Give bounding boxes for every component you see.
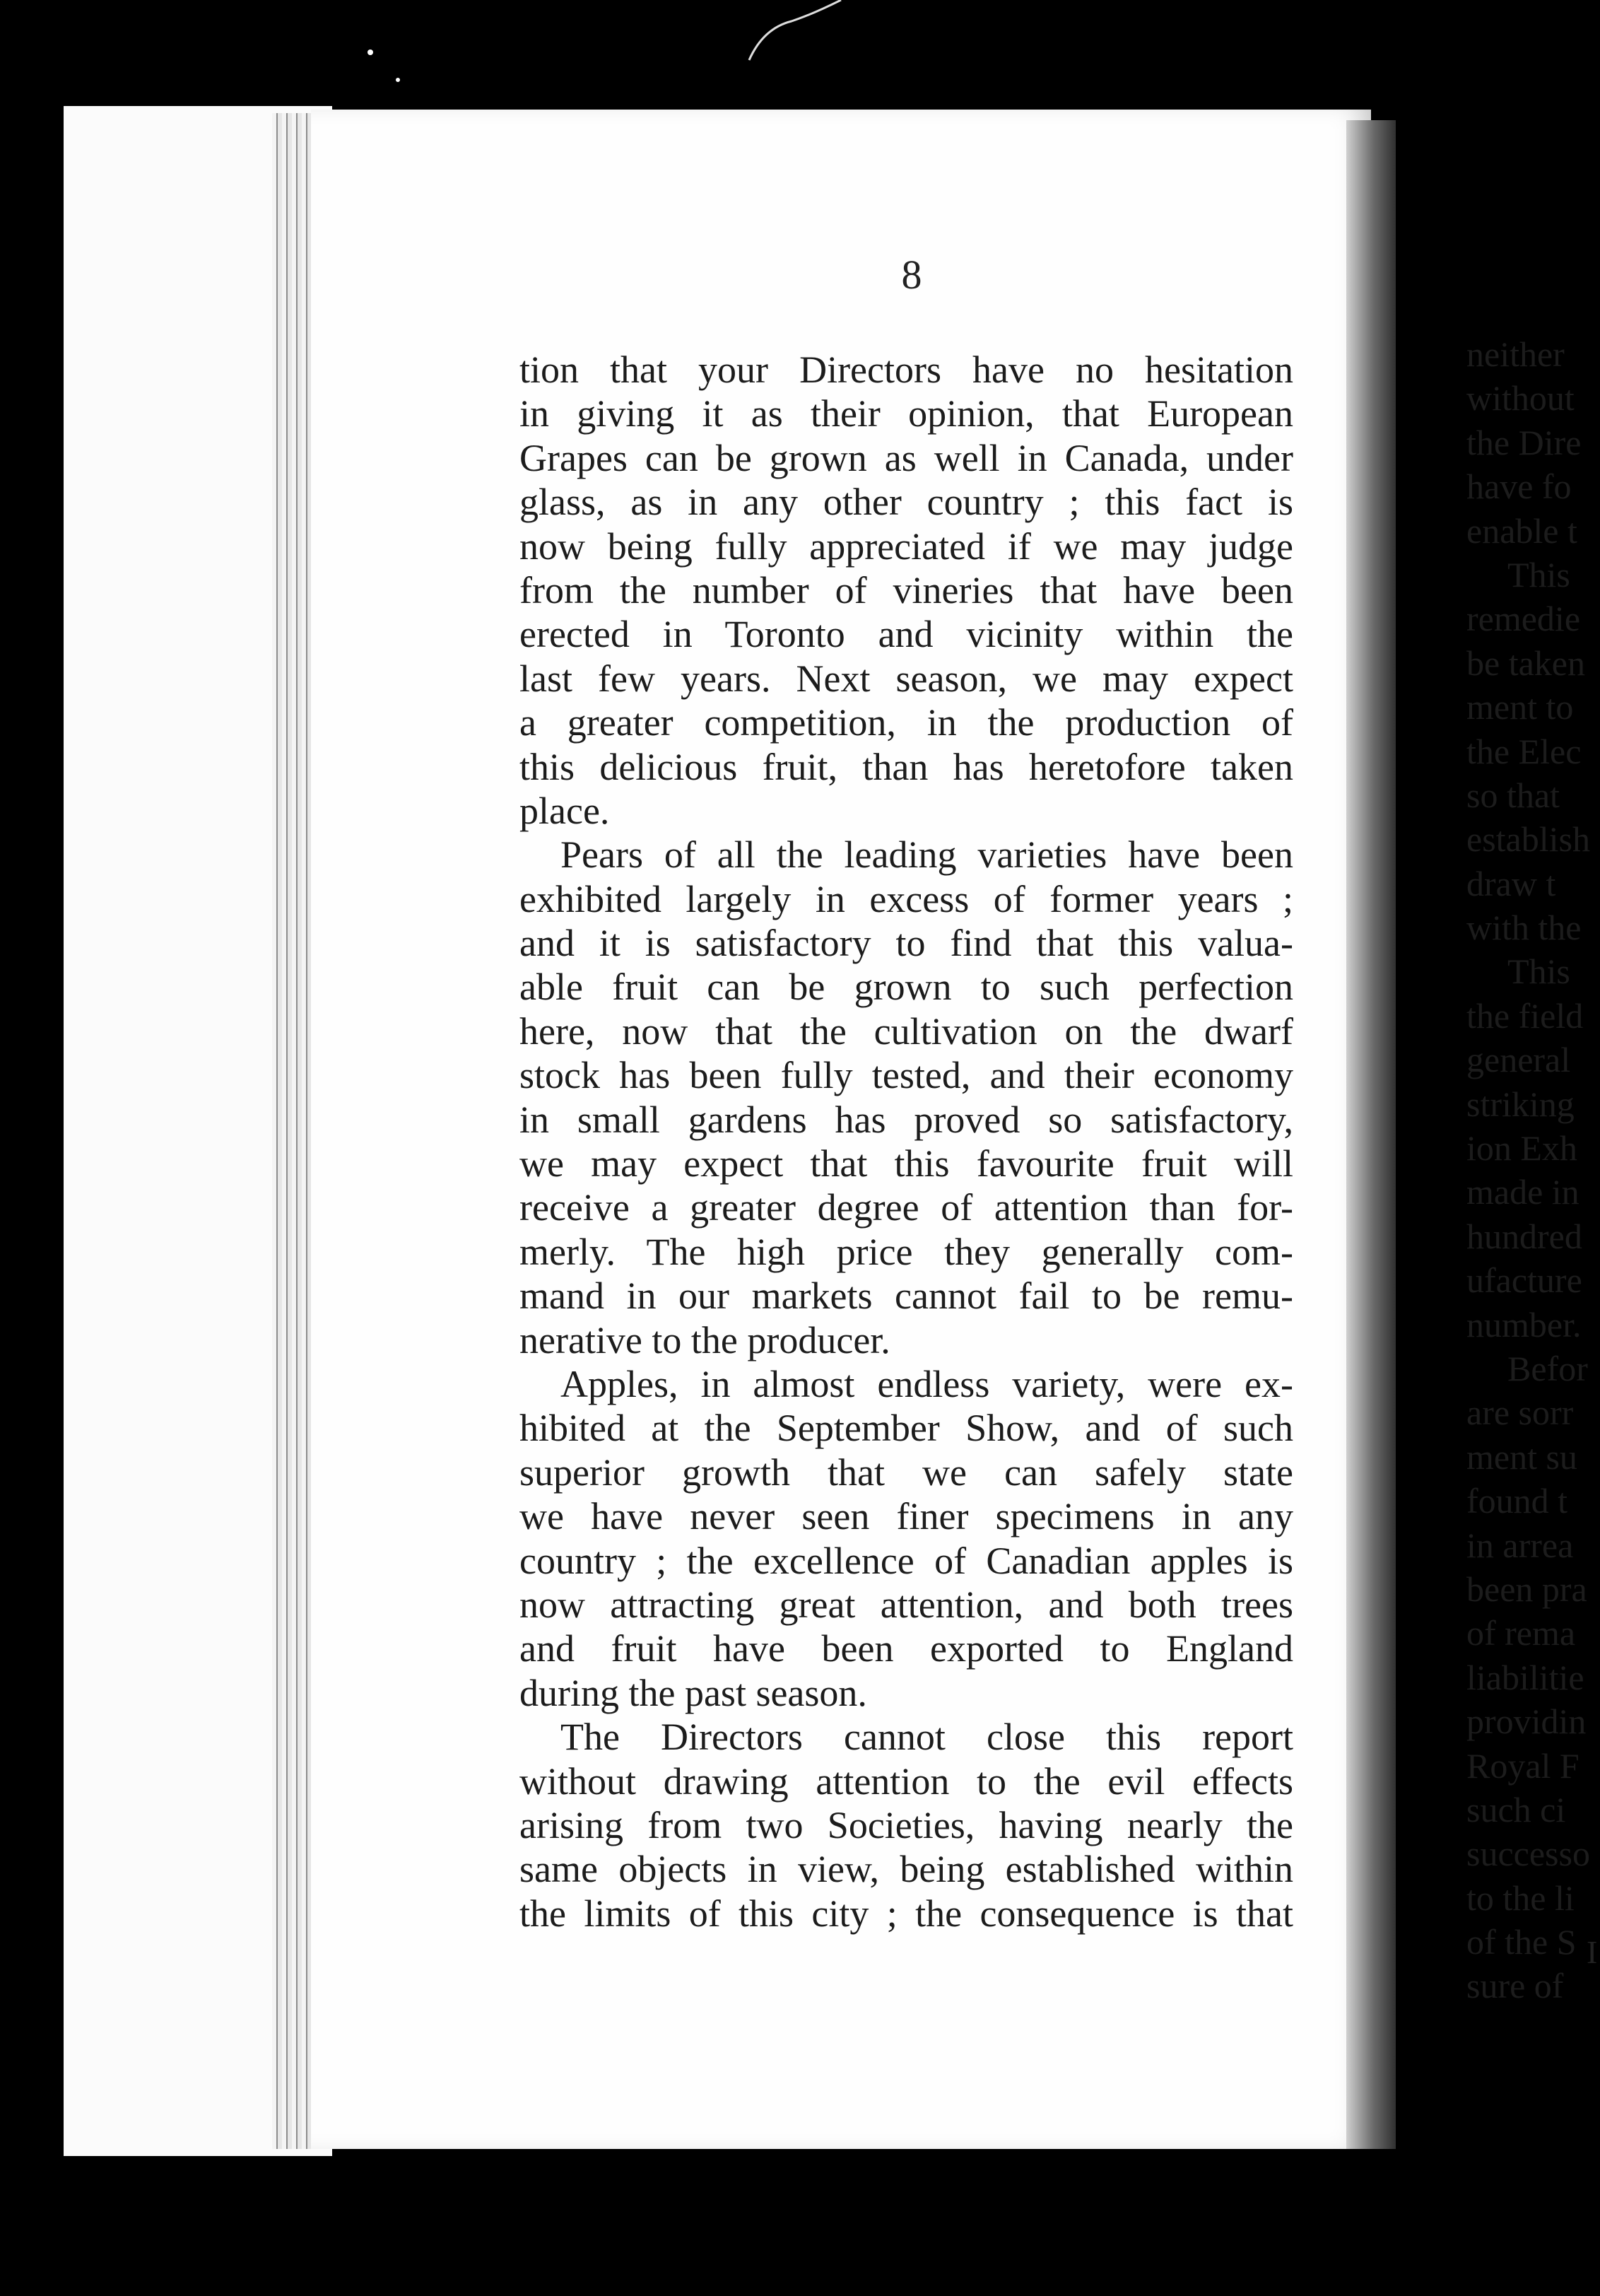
main-text <box>519 348 1293 1935</box>
text-line: receive a greater degree of attention than for- <box>519 1186 1293 1229</box>
text-line: enable t <box>1466 510 1577 551</box>
text-line: without drawing attention to the evil effects <box>519 1759 1293 1803</box>
text-line: ment to <box>1466 687 1574 727</box>
text-line: ufacture <box>1466 1260 1582 1301</box>
text-line: this delicious fruit, than has heretofore taken <box>519 745 1293 788</box>
text-line: the field <box>1466 995 1584 1036</box>
text-line: Grapes can be grown as well in Canada, under <box>519 436 1293 479</box>
text-line: ion Exh <box>1466 1128 1577 1168</box>
text-line: the Elec <box>1466 731 1582 771</box>
text-line: general <box>1466 1040 1571 1080</box>
text-line: now being fully appreciated if we may judge <box>519 525 1293 568</box>
text-line: This <box>1507 554 1570 594</box>
text-line: hundred <box>1466 1216 1582 1256</box>
text-line: superior growth that we can safely state <box>519 1451 1293 1494</box>
text-line: with the <box>1466 908 1582 948</box>
next-page-text <box>1466 332 1600 2008</box>
text-line: and fruit have been exported to England <box>519 1627 1293 1670</box>
text-line: able fruit can be grown to such perfection <box>519 966 1293 1009</box>
text-line: a greater competition, in the production of <box>519 701 1293 744</box>
next-page-fragment <box>1403 127 1600 2142</box>
text-line: Pears of all the leading varieties have been <box>560 833 1293 877</box>
text-line: neither <box>1466 334 1565 374</box>
text-line: Royal F <box>1466 1745 1580 1786</box>
text-line: draw t <box>1466 863 1556 903</box>
text-line: last few years. Next season, we may expect <box>519 657 1293 700</box>
text-line: such ci <box>1466 1789 1566 1829</box>
text-line: so that <box>1466 775 1560 815</box>
text-line: have fo <box>1466 467 1572 507</box>
text-line: found t <box>1466 1481 1568 1521</box>
text-line: to the li <box>1466 1878 1575 1918</box>
text-line: sure of <box>1466 1966 1564 2006</box>
scan-debris <box>735 0 848 64</box>
text-line: glass, as in any other country ; this fact is <box>519 481 1293 524</box>
text-line: number. <box>1466 1304 1582 1345</box>
text-line: merly. The high price they generally com- <box>519 1230 1293 1273</box>
text-line: remedie <box>1466 599 1581 639</box>
text-line: in giving it as their opinion, that European <box>519 392 1293 435</box>
text-line: liabilitie <box>1466 1657 1584 1697</box>
text-line: been pra <box>1466 1569 1587 1609</box>
text-line: successo <box>1466 1834 1590 1874</box>
text-line: providin <box>1466 1702 1587 1742</box>
text-line: erected in Toronto and vicinity within the <box>519 613 1293 656</box>
text-line: in small gardens has proved so satisfactory, <box>519 1098 1293 1141</box>
text-line: exhibited largely in excess of former years ; <box>519 877 1293 920</box>
text-line: be taken <box>1466 643 1585 683</box>
text-line: ment su <box>1466 1436 1577 1477</box>
text-line: here, now that the cultivation on the dwarf <box>519 1009 1293 1053</box>
text-line: we have never seen finer specimens in any <box>519 1495 1293 1538</box>
text-line: stock has been fully tested, and their economy <box>519 1054 1293 1097</box>
text-line: hibited at the September Show, and of such <box>519 1407 1293 1450</box>
text-line: striking <box>1466 1084 1575 1124</box>
text-line: from the number of vineries that have been <box>519 568 1293 611</box>
dust-speck <box>367 49 373 55</box>
text-line: made in <box>1466 1172 1580 1212</box>
text-line: now attracting great attention, and both trees <box>519 1583 1293 1626</box>
text-line: of the S <box>1466 1922 1577 1962</box>
text-line: of rema <box>1466 1613 1576 1653</box>
text-line: are sorr <box>1466 1393 1574 1433</box>
text-line: place. <box>519 789 610 832</box>
page-stack-edges <box>272 113 314 2149</box>
text-line: The Directors cannot close this report <box>560 1716 1293 1759</box>
gutter-shadow <box>1346 120 1396 2149</box>
text-line: This <box>1507 951 1570 992</box>
text-line: same objects in view, being established within <box>519 1848 1293 1891</box>
text-line: arising from two Societies, having nearly the <box>519 1803 1293 1846</box>
text-line: the Dire <box>1466 422 1582 462</box>
text-line: mand in our markets cannot fail to be remu- <box>519 1275 1293 1318</box>
text-line: in arrea <box>1466 1525 1574 1565</box>
page-number: 8 <box>901 252 922 298</box>
text-line: the limits of this city ; the consequence is that <box>519 1892 1293 1935</box>
text-line: nerative to the producer. <box>519 1318 890 1361</box>
text-line: establish <box>1466 819 1590 860</box>
text-line: we may expect that this favourite fruit will <box>519 1142 1293 1185</box>
text-line: Apples, in almost endless variety, were ex- <box>560 1362 1293 1405</box>
text-line: country ; the excellence of Canadian apples is <box>519 1539 1293 1582</box>
text-line: tion that your Directors have no hesitation <box>519 348 1293 391</box>
text-line: without <box>1466 378 1575 418</box>
dust-speck <box>396 78 400 82</box>
text-line: and it is satisfactory to find that this valua- <box>519 922 1293 965</box>
next-page-catchword: I <box>1587 1934 1598 1970</box>
text-line: Befor <box>1507 1348 1588 1388</box>
text-line: during the past season. <box>519 1671 867 1714</box>
